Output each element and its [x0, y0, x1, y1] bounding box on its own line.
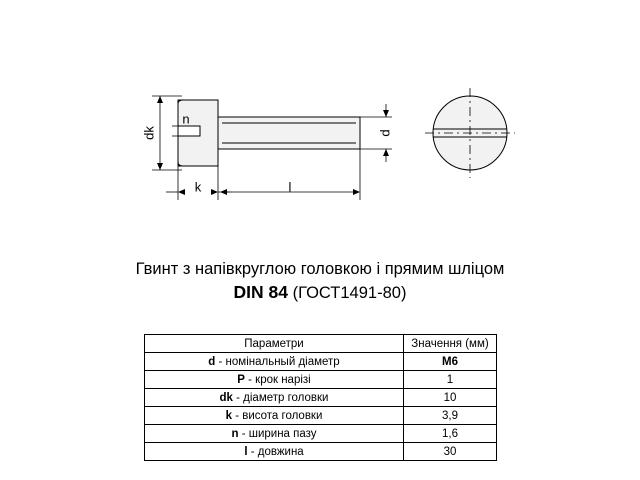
dimension-label-k: k	[194, 179, 202, 195]
row-parameter	[145, 389, 404, 407]
table-row	[145, 371, 497, 389]
param-description: - номінальный діаметр	[215, 355, 340, 368]
table-row	[145, 425, 497, 443]
param-description: - діаметр головки	[232, 391, 329, 404]
row-value: 10	[404, 389, 497, 407]
row-parameter	[145, 425, 404, 443]
row-value: 3,9	[404, 407, 497, 425]
dk-arrow-top	[157, 96, 163, 103]
param-description: - довжина	[247, 445, 304, 458]
screw-shank-outline	[218, 117, 360, 149]
l-arrow-right	[353, 189, 360, 195]
param-description: - висота головки	[232, 409, 323, 422]
table-row	[145, 443, 497, 461]
standard-name: DIN 84	[233, 282, 289, 302]
d-arrow-top	[383, 110, 389, 117]
param-description: - крок нарізі	[244, 373, 311, 386]
d-arrow-bottom	[383, 149, 389, 156]
specification-table	[144, 334, 497, 461]
page-title: Гвинт з напівкруглою головкою і прямим шліцом	[135, 260, 505, 278]
param-symbol: P	[237, 373, 245, 386]
dk-arrow-bottom	[157, 163, 163, 170]
row-value: 30	[404, 443, 497, 461]
row-value: 1,6	[404, 425, 497, 443]
row-value: 1	[404, 371, 497, 389]
k-arrow-left	[178, 189, 185, 195]
table-header-row	[145, 335, 497, 353]
l-arrow-left	[220, 189, 227, 195]
k-arrow-right	[211, 189, 218, 195]
dimension-label-n: n	[182, 111, 190, 127]
header-value: Значення (мм)	[404, 335, 497, 353]
header-parameter: Параметри	[145, 335, 404, 353]
param-symbol: d	[208, 355, 216, 368]
title-block	[0, 258, 640, 305]
table-row	[145, 407, 497, 425]
row-parameter	[145, 371, 404, 389]
param-symbol: dk	[219, 391, 233, 404]
param-description: - ширина пазу	[238, 427, 317, 440]
standard-note: (ГОСТ1491-80)	[288, 284, 407, 302]
table-row	[145, 389, 497, 407]
dimension-label-l: l	[288, 179, 292, 195]
table-row	[145, 353, 497, 371]
row-value: M6	[404, 353, 497, 371]
row-parameter	[145, 407, 404, 425]
head-slot-side	[178, 126, 200, 136]
param-symbol: n	[231, 427, 239, 440]
dimension-label-dk: dk	[141, 126, 157, 140]
param-symbol: k	[225, 409, 232, 422]
dimension-label-d: d	[377, 129, 393, 137]
standard-subtitle	[0, 280, 640, 305]
row-parameter	[145, 443, 404, 461]
row-parameter	[145, 353, 404, 371]
param-symbol: l	[244, 445, 248, 458]
